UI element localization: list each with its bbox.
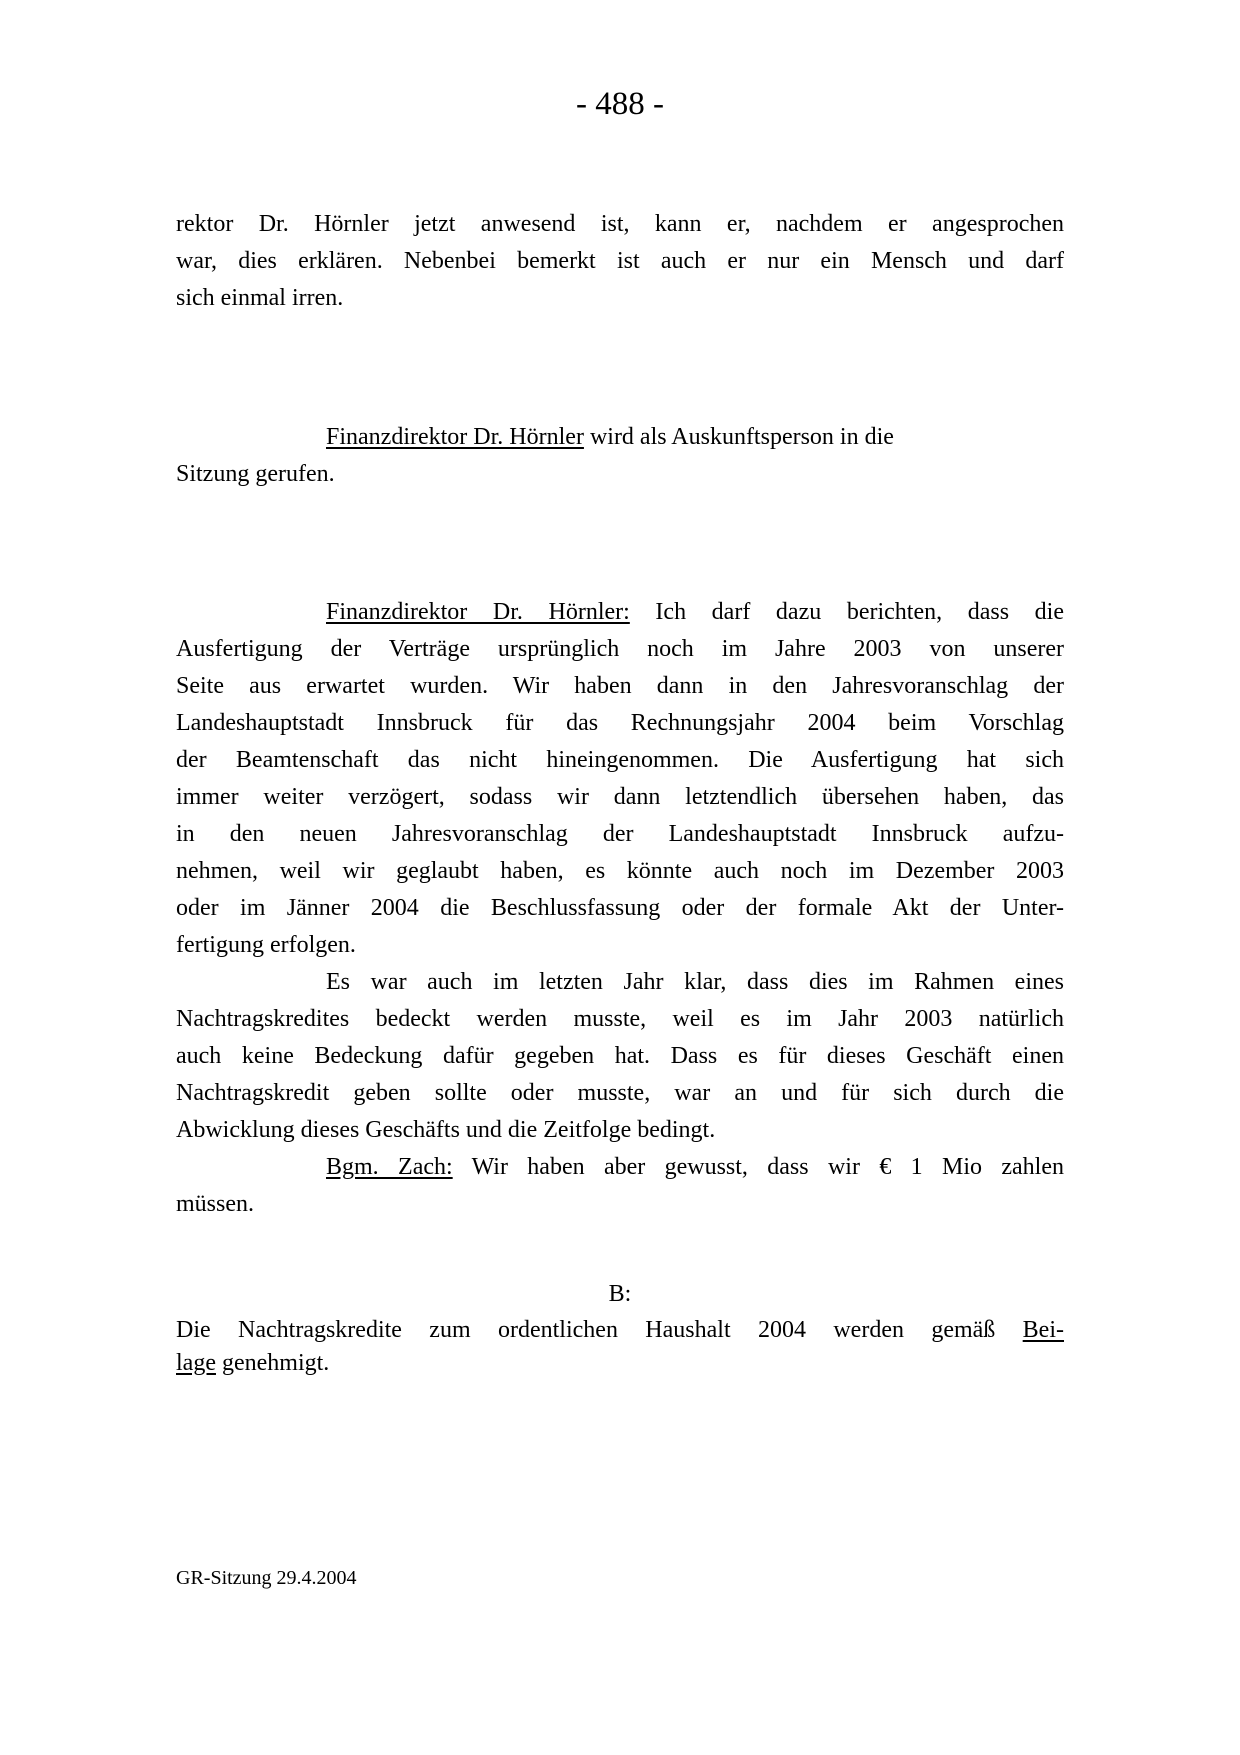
text-line: [176, 280, 1064, 317]
text-line: [176, 1314, 1064, 1347]
text-line: [176, 594, 1064, 631]
text-segment: Landeshauptstadt Innsbruck für das Rechnungsjahr 2004 beim Vorschlag: [176, 710, 1064, 736]
text-segment: müssen.: [176, 1191, 254, 1217]
paragraph-decision: [176, 1314, 1064, 1380]
text-line: [176, 1038, 1064, 1075]
text-line: [176, 206, 1064, 243]
text-line: [176, 1149, 1064, 1186]
text-line: [176, 927, 1064, 964]
text-segment: Wir haben aber gewusst, dass wir € 1 Mio zahlen: [452, 1154, 1065, 1180]
text-line: [176, 1347, 1064, 1380]
underlined-text: Finanzdirektor Dr. Hörnler:: [326, 599, 630, 625]
text-segment: Ich darf dazu berichten, dass die: [629, 599, 1064, 625]
text-line: [176, 668, 1064, 705]
text-line: [176, 1001, 1064, 1038]
text-line: [176, 243, 1064, 280]
footer-session-label: GR-Sitzung 29.4.2004: [176, 1567, 357, 1589]
decision-heading: B:: [608, 1281, 632, 1307]
text-line: [176, 631, 1064, 668]
text-line: [176, 456, 1064, 493]
text-segment: Seite aus erwartet wurden. Wir haben dann in den Jahresvoranschlag der: [176, 673, 1064, 699]
text-line: [176, 890, 1064, 927]
text-segment: in den neuen Jahresvoranschlag der Landeshauptstadt Innsbruck aufzu-: [176, 821, 1064, 847]
text-line: [176, 1186, 1064, 1223]
paragraph-continuation: [176, 206, 1064, 317]
text-segment: war, dies erklären. Nebenbei bemerkt ist auch er nur ein Mensch und darf: [176, 248, 1064, 274]
text-segment: nehmen, weil wir geglaubt haben, es könnte auch noch im Dezember 2003: [176, 858, 1064, 884]
text-segment: Die Nachtragskredite zum ordentlichen Haushalt 2004 werden gemäß: [176, 1317, 1023, 1343]
text-segment: genehmigt.: [215, 1350, 330, 1376]
text-segment: der Beamtenschaft das nicht hineingenommen. Die Ausfertigung hat sich: [176, 747, 1064, 773]
text-segment: Sitzung gerufen.: [176, 461, 335, 487]
text-segment: wird als Auskunftsperson in die: [583, 424, 894, 450]
text-segment: Abwicklung dieses Geschäfts und die Zeitfolge bedingt.: [176, 1117, 716, 1143]
underlined-text: Bei-: [1022, 1317, 1064, 1343]
page-number: - 488 -: [576, 86, 664, 122]
text-segment: oder im Jänner 2004 die Beschlussfassung oder der formale Akt der Unter-: [176, 895, 1064, 921]
text-line: [176, 816, 1064, 853]
text-line: [176, 853, 1064, 890]
underlined-text: lage: [176, 1350, 216, 1376]
text-line: [176, 779, 1064, 816]
text-line: [176, 964, 1064, 1001]
text-line: [176, 705, 1064, 742]
underlined-text: Finanzdirektor Dr. Hörnler: [326, 424, 584, 450]
text-segment: Nachtragskredites bedeckt werden musste, weil es im Jahr 2003 natürlich: [176, 1006, 1064, 1032]
paragraph-announcement: [176, 419, 1064, 493]
text-line: [176, 1112, 1064, 1149]
paragraph-speech-block: [176, 594, 1064, 1223]
underlined-text: Bgm. Zach:: [326, 1154, 453, 1180]
text-line: [176, 1075, 1064, 1112]
text-segment: Ausfertigung der Verträge ursprünglich noch im Jahre 2003 von unserer: [176, 636, 1064, 662]
text-segment: immer weiter verzögert, sodass wir dann letztendlich übersehen haben, das: [176, 784, 1064, 810]
text-segment: auch keine Bedeckung dafür gegeben hat. Dass es für dieses Geschäft einen: [176, 1043, 1064, 1069]
text-segment: sich einmal irren.: [176, 285, 344, 311]
text-line: [176, 742, 1064, 779]
text-segment: rektor Dr. Hörnler jetzt anwesend ist, kann er, nachdem er angesprochen: [176, 211, 1064, 237]
text-line: [176, 419, 1064, 456]
text-segment: Es war auch im letzten Jahr klar, dass dies im Rahmen eines: [326, 969, 1064, 995]
text-segment: fertigung erfolgen.: [176, 932, 356, 958]
text-segment: Nachtragskredit geben sollte oder musste, war an und für sich durch die: [176, 1080, 1064, 1106]
